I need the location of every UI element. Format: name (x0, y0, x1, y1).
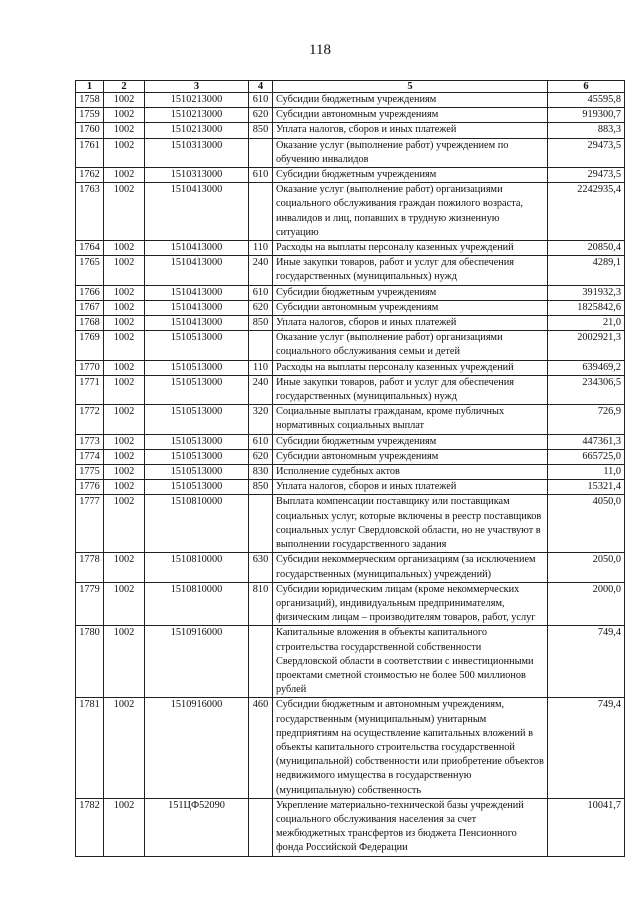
table-row (76, 241, 625, 256)
expense-type-cell: 630 (249, 553, 273, 582)
section-code-cell: 1002 (104, 256, 145, 285)
table-row (76, 465, 625, 480)
page-number: 118 (309, 42, 331, 58)
target-code-cell: 1510513000 (145, 331, 249, 360)
expense-type-cell (249, 183, 273, 241)
target-code-cell: 1510313000 (145, 138, 249, 167)
table-row (76, 360, 625, 375)
expense-type-cell: 240 (249, 256, 273, 285)
table-header-row (76, 81, 625, 93)
target-code-cell: 1510513000 (145, 449, 249, 464)
row-number-cell: 1772 (76, 405, 104, 434)
target-code-cell: 1510810000 (145, 495, 249, 553)
table-row (76, 256, 625, 285)
table-row (76, 183, 625, 241)
expense-type-cell: 850 (249, 480, 273, 495)
row-number-cell: 1781 (76, 698, 104, 798)
target-code-cell: 1510213000 (145, 123, 249, 138)
expense-type-cell: 850 (249, 123, 273, 138)
amount-cell: 29473,5 (548, 168, 625, 183)
table-body (76, 93, 625, 857)
amount-cell: 11,0 (548, 465, 625, 480)
table-row (76, 123, 625, 138)
expense-name-cell: Оказание услуг (выполнение работ) организациями социального обслуживания граждан пожилого возраста, инвалидов и лиц, попавших в трудную жизненную ситуацию (273, 183, 548, 241)
section-code-cell: 1002 (104, 93, 145, 108)
target-code-cell: 1510810000 (145, 553, 249, 582)
expense-type-cell: 610 (249, 285, 273, 300)
row-number-cell: 1768 (76, 316, 104, 331)
expense-type-cell: 240 (249, 375, 273, 404)
expense-name-cell: Социальные выплаты гражданам, кроме публичных нормативных социальных выплат (273, 405, 548, 434)
expense-name-cell: Расходы на выплаты персоналу казенных учреждений (273, 241, 548, 256)
table-row (76, 553, 625, 582)
expense-type-cell (249, 138, 273, 167)
row-number-cell: 1780 (76, 626, 104, 698)
section-code-cell: 1002 (104, 300, 145, 315)
row-number-cell: 1779 (76, 582, 104, 626)
amount-cell: 919300,7 (548, 108, 625, 123)
table-row (76, 285, 625, 300)
section-code-cell: 1002 (104, 138, 145, 167)
table-row (76, 495, 625, 553)
row-number-cell: 1782 (76, 798, 104, 856)
column-header: 3 (145, 81, 249, 93)
row-number-cell: 1778 (76, 553, 104, 582)
table-row (76, 300, 625, 315)
target-code-cell: 1510513000 (145, 465, 249, 480)
expense-name-cell: Исполнение судебных актов (273, 465, 548, 480)
table-row (76, 138, 625, 167)
expense-type-cell (249, 331, 273, 360)
expense-type-cell: 610 (249, 93, 273, 108)
row-number-cell: 1774 (76, 449, 104, 464)
expense-name-cell: Капитальные вложения в объекты капитального строительства государственной собственности Свердловской области в соответствии с инвестиционными проектами сметной стоимостью не более 500 миллионов рублей (273, 626, 548, 698)
row-number-cell: 1766 (76, 285, 104, 300)
table-row (76, 698, 625, 798)
expense-type-cell: 620 (249, 449, 273, 464)
amount-cell: 447361,3 (548, 434, 625, 449)
expense-name-cell: Уплата налогов, сборов и иных платежей (273, 480, 548, 495)
expense-name-cell: Укрепление материально-технической базы учреждений социального обслуживания населения за счет межбюджетных трансфертов из бюджета Пенсионного фонда Российской Федерации (273, 798, 548, 856)
expense-name-cell: Расходы на выплаты персоналу казенных учреждений (273, 360, 548, 375)
section-code-cell: 1002 (104, 168, 145, 183)
amount-cell: 639469,2 (548, 360, 625, 375)
amount-cell: 2000,0 (548, 582, 625, 626)
section-code-cell: 1002 (104, 553, 145, 582)
expense-name-cell: Уплата налогов, сборов и иных платежей (273, 123, 548, 138)
target-code-cell: 1510413000 (145, 183, 249, 241)
target-code-cell: 1510413000 (145, 256, 249, 285)
target-code-cell: 1510513000 (145, 405, 249, 434)
expense-name-cell: Субсидии бюджетным учреждениям (273, 434, 548, 449)
table-row (76, 434, 625, 449)
section-code-cell: 1002 (104, 183, 145, 241)
target-code-cell: 1510916000 (145, 698, 249, 798)
column-header: 5 (273, 81, 548, 93)
section-code-cell: 1002 (104, 698, 145, 798)
target-code-cell: 1510213000 (145, 108, 249, 123)
row-number-cell: 1770 (76, 360, 104, 375)
row-number-cell: 1762 (76, 168, 104, 183)
target-code-cell: 1510213000 (145, 93, 249, 108)
amount-cell: 726,9 (548, 405, 625, 434)
section-code-cell: 1002 (104, 108, 145, 123)
table-row (76, 480, 625, 495)
row-number-cell: 1759 (76, 108, 104, 123)
amount-cell: 883,3 (548, 123, 625, 138)
amount-cell: 665725,0 (548, 449, 625, 464)
section-code-cell: 1002 (104, 449, 145, 464)
target-code-cell: 1510413000 (145, 285, 249, 300)
section-code-cell: 1002 (104, 405, 145, 434)
target-code-cell: 1510313000 (145, 168, 249, 183)
expense-name-cell: Субсидии автономным учреждениям (273, 300, 548, 315)
expense-type-cell: 320 (249, 405, 273, 434)
expense-type-cell: 460 (249, 698, 273, 798)
row-number-cell: 1767 (76, 300, 104, 315)
expense-name-cell: Иные закупки товаров, работ и услуг для обеспечения государственных (муниципальных) нужд (273, 375, 548, 404)
amount-cell: 2002921,3 (548, 331, 625, 360)
amount-cell: 10041,7 (548, 798, 625, 856)
table-row (76, 316, 625, 331)
amount-cell: 15321,4 (548, 480, 625, 495)
column-header: 1 (76, 81, 104, 93)
section-code-cell: 1002 (104, 285, 145, 300)
expense-type-cell (249, 495, 273, 553)
row-number-cell: 1760 (76, 123, 104, 138)
table-row (76, 798, 625, 856)
expense-type-cell: 110 (249, 360, 273, 375)
target-code-cell: 1510413000 (145, 241, 249, 256)
amount-cell: 749,4 (548, 626, 625, 698)
column-header: 2 (104, 81, 145, 93)
column-header: 4 (249, 81, 273, 93)
table-row (76, 168, 625, 183)
amount-cell: 234306,5 (548, 375, 625, 404)
section-code-cell: 1002 (104, 495, 145, 553)
amount-cell: 4289,1 (548, 256, 625, 285)
expense-name-cell: Выплата компенсации поставщику или поставщикам социальных услуг, которые включены в реестр поставщиков социальных услуг Свердловской области, но не участвуют в выполнении государственного задания (273, 495, 548, 553)
expense-name-cell: Оказание услуг (выполнение работ) организациями социального обслуживания семьи и детей (273, 331, 548, 360)
expense-type-cell: 620 (249, 300, 273, 315)
section-code-cell: 1002 (104, 316, 145, 331)
amount-cell: 2242935,4 (548, 183, 625, 241)
expense-name-cell: Уплата налогов, сборов и иных платежей (273, 316, 548, 331)
expense-type-cell (249, 798, 273, 856)
section-code-cell: 1002 (104, 360, 145, 375)
target-code-cell: 1510513000 (145, 480, 249, 495)
amount-cell: 2050,0 (548, 553, 625, 582)
row-number-cell: 1764 (76, 241, 104, 256)
row-number-cell: 1773 (76, 434, 104, 449)
table-row (76, 108, 625, 123)
row-number-cell: 1771 (76, 375, 104, 404)
target-code-cell: 1510513000 (145, 434, 249, 449)
expense-name-cell: Субсидии бюджетным учреждениям (273, 93, 548, 108)
column-header: 6 (548, 81, 625, 93)
target-code-cell: 1510413000 (145, 300, 249, 315)
target-code-cell: 151ЦФ52090 (145, 798, 249, 856)
row-number-cell: 1776 (76, 480, 104, 495)
target-code-cell: 1510513000 (145, 375, 249, 404)
expense-name-cell: Субсидии бюджетным и автономным учреждениям, государственным (муниципальным) унитарным предприятиям на осуществление капитальных вложений в объекты капитального строительства государственной (муниципальной) собственности или приобретение объектов недвижимого имущества в государственную (муниципальную) собственность (273, 698, 548, 798)
table-row (76, 626, 625, 698)
section-code-cell: 1002 (104, 798, 145, 856)
expense-type-cell: 110 (249, 241, 273, 256)
target-code-cell: 1510413000 (145, 316, 249, 331)
amount-cell: 29473,5 (548, 138, 625, 167)
amount-cell: 1825842,6 (548, 300, 625, 315)
expense-name-cell: Субсидии бюджетным учреждениям (273, 168, 548, 183)
expense-type-cell: 610 (249, 434, 273, 449)
row-number-cell: 1775 (76, 465, 104, 480)
section-code-cell: 1002 (104, 434, 145, 449)
expense-type-cell (249, 626, 273, 698)
table-row (76, 375, 625, 404)
section-code-cell: 1002 (104, 375, 145, 404)
table-row (76, 405, 625, 434)
section-code-cell: 1002 (104, 241, 145, 256)
section-code-cell: 1002 (104, 331, 145, 360)
expense-type-cell: 610 (249, 168, 273, 183)
table-row (76, 582, 625, 626)
expense-name-cell: Субсидии бюджетным учреждениям (273, 285, 548, 300)
expense-name-cell: Оказание услуг (выполнение работ) учреждением по обучению инвалидов (273, 138, 548, 167)
target-code-cell: 1510916000 (145, 626, 249, 698)
table-row (76, 449, 625, 464)
row-number-cell: 1769 (76, 331, 104, 360)
row-number-cell: 1758 (76, 93, 104, 108)
expense-name-cell: Субсидии автономным учреждениям (273, 449, 548, 464)
section-code-cell: 1002 (104, 465, 145, 480)
target-code-cell: 1510513000 (145, 360, 249, 375)
row-number-cell: 1761 (76, 138, 104, 167)
expense-name-cell: Субсидии некоммерческим организациям (за исключением государственных (муниципальных) учреждений) (273, 553, 548, 582)
target-code-cell: 1510810000 (145, 582, 249, 626)
table-row (76, 93, 625, 108)
amount-cell: 391932,3 (548, 285, 625, 300)
row-number-cell: 1777 (76, 495, 104, 553)
section-code-cell: 1002 (104, 626, 145, 698)
expense-type-cell: 620 (249, 108, 273, 123)
amount-cell: 20850,4 (548, 241, 625, 256)
expense-type-cell: 810 (249, 582, 273, 626)
row-number-cell: 1763 (76, 183, 104, 241)
section-code-cell: 1002 (104, 480, 145, 495)
amount-cell: 45595,8 (548, 93, 625, 108)
expense-type-cell: 850 (249, 316, 273, 331)
expense-name-cell: Иные закупки товаров, работ и услуг для обеспечения государственных (муниципальных) нужд (273, 256, 548, 285)
amount-cell: 749,4 (548, 698, 625, 798)
amount-cell: 21,0 (548, 316, 625, 331)
row-number-cell: 1765 (76, 256, 104, 285)
expense-name-cell: Субсидии автономным учреждениям (273, 108, 548, 123)
expense-type-cell: 830 (249, 465, 273, 480)
amount-cell: 4050,0 (548, 495, 625, 553)
budget-table (75, 80, 625, 857)
section-code-cell: 1002 (104, 582, 145, 626)
section-code-cell: 1002 (104, 123, 145, 138)
expense-name-cell: Субсидии юридическим лицам (кроме некоммерческих организаций), индивидуальным предпринимателям, физическим лицам – производителям товаров, работ, услуг (273, 582, 548, 626)
table-row (76, 331, 625, 360)
